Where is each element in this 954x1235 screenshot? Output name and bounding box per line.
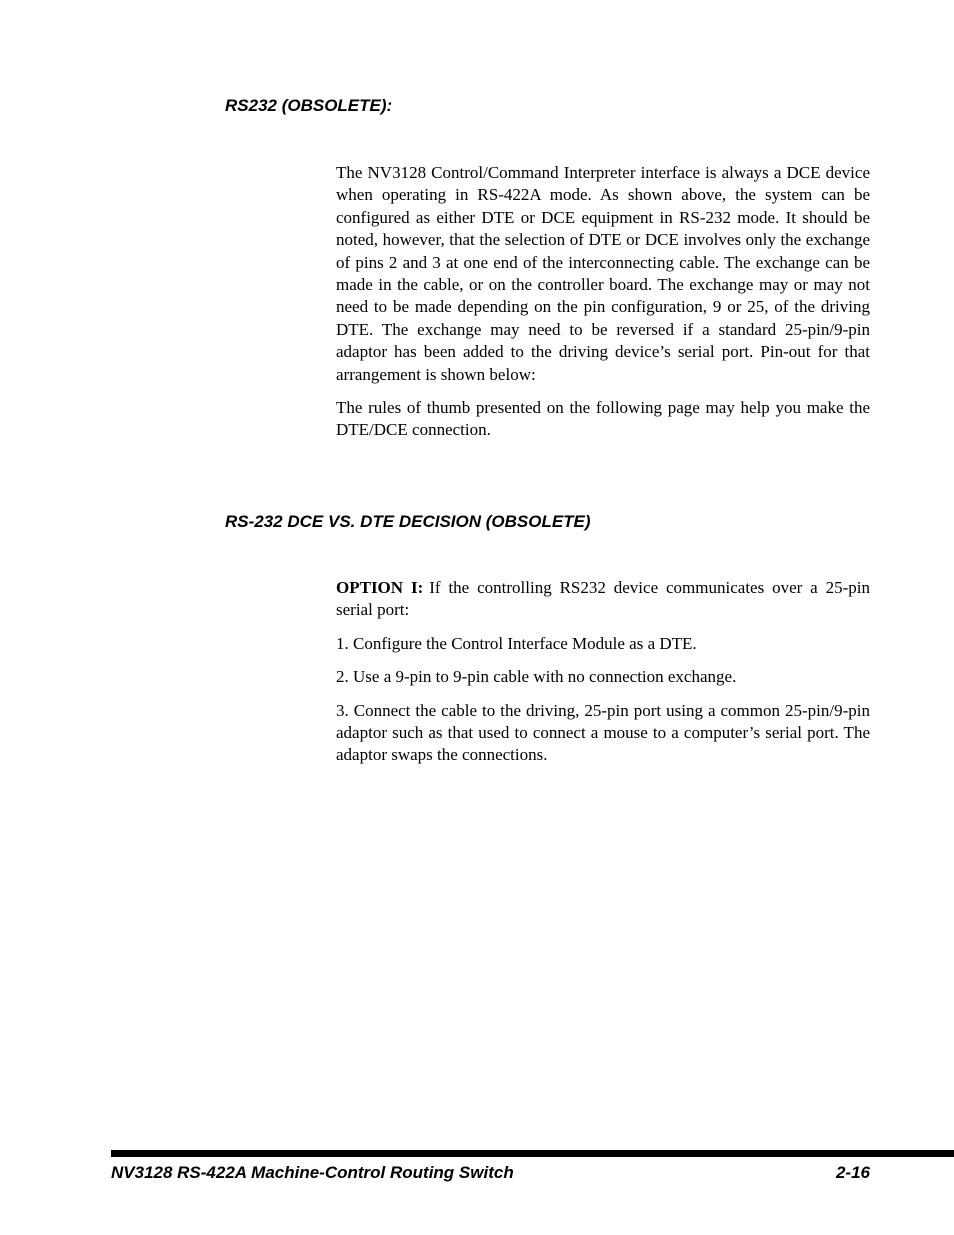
option-paragraph [336, 577, 870, 622]
step-item: 1. Configure the Control Interface Module as a DTE. [336, 633, 697, 653]
step-item: 2. Use a 9-pin to 9-pin cable with no connection exchange. [336, 667, 737, 687]
page-number: 2-16 [835, 1163, 870, 1182]
rs232-body [336, 162, 870, 442]
option-label: OPTION I: [336, 578, 424, 597]
section-heading-rs232: RS232 (OBSOLETE): [225, 96, 393, 115]
section-heading-dce-vs-dte: RS-232 DCE VS. DTE DECISION (OBSOLETE) [225, 512, 591, 531]
paragraph-rules-of-thumb: The rules of thumb presented on the following page may help you make the DTE/DCE connection. [336, 398, 870, 440]
step-item: 3. Connect the cable to the driving, 25-pin port using a common 25-pin/9-pin adaptor such as that used to connect a mouse to a computer’s serial port. The adaptor swaps the connections. [336, 700, 870, 765]
option-text: If the controlling RS232 device communicates over a 25-pin serial port: [336, 578, 871, 620]
dce-dte-decision-body [336, 577, 870, 767]
footer-title: NV3128 RS-422A Machine-Control Routing Switch [111, 1163, 514, 1182]
paragraph-dce-description: The NV3128 Control/Command Interpreter interface is always a DCE device when operating in RS-422A mode. As shown above, the system can be configured as either DTE or DCE equipment in RS-232 mode. It should be noted, however, that the selection of DTE or DCE involves only the exchange of pins 2 and 3 at one end of the interconnecting cable. The exchange can be made in the cable, or on the controller board. The exchange may or may not need to be made depending on the pin configuration, 9 or 25, of the driving DTE. The exchange may need to be reversed if a standard 25-pin/9-pin adaptor has been added to the driving device’s serial port. Pin-out for that arrangement is shown below: [336, 163, 870, 384]
footer-rule [111, 1150, 954, 1157]
